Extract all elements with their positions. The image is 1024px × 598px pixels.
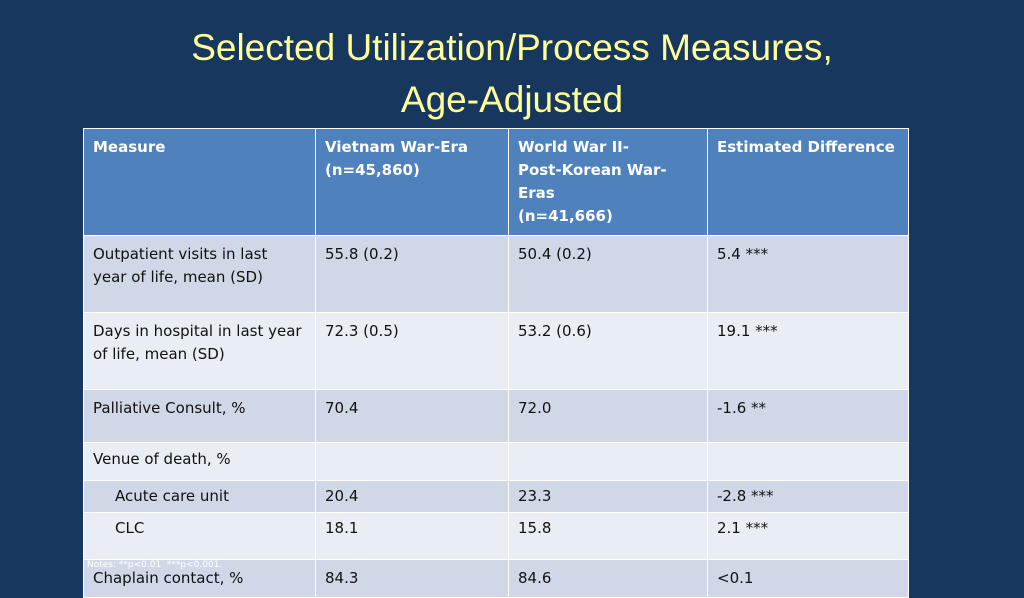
header-wwii-post-korean-war-eras: World War II- Post-Korean War-Eras (n=41,666) — [509, 129, 708, 236]
measures-table — [83, 128, 909, 598]
cell-difference — [708, 443, 909, 481]
cell-wwii: 23.3 — [509, 481, 708, 513]
cell-vietnam: 18.1 — [316, 513, 509, 560]
header-measure: Measure — [84, 129, 316, 236]
cell-difference: 19.1 *** — [708, 313, 909, 390]
cell-difference: 2.1 *** — [708, 513, 909, 560]
cell-wwii: 84.6 — [509, 560, 708, 598]
header-estimated-difference: Estimated Difference — [708, 129, 909, 236]
table-row-outpatient-visits — [84, 236, 909, 313]
cell-wwii: 72.0 — [509, 390, 708, 443]
cell-vietnam — [316, 443, 509, 481]
header-vietnam-war-era: Vietnam War-Era (n=45,860) — [316, 129, 509, 236]
cell-measure: Days in hospital in last year of life, mean (SD) — [84, 313, 316, 390]
cell-measure: Palliative Consult, % — [84, 390, 316, 443]
slide-title-line-2: Age-Adjusted — [400, 79, 624, 120]
cell-vietnam: 55.8 (0.2) — [316, 236, 509, 313]
table-header-row — [84, 129, 909, 236]
table-row-acute-care-unit — [84, 481, 909, 513]
cell-wwii — [509, 443, 708, 481]
table-row-palliative-consult — [84, 390, 909, 443]
cell-measure: Venue of death, % — [84, 443, 316, 481]
cell-difference: -1.6 ** — [708, 390, 909, 443]
cell-vietnam: 70.4 — [316, 390, 509, 443]
cell-measure: Outpatient visits in last year of life, mean (SD) — [84, 236, 316, 313]
cell-difference: <0.1 — [708, 560, 909, 598]
cell-wwii: 15.8 — [509, 513, 708, 560]
cell-vietnam: 20.4 — [316, 481, 509, 513]
footnote-notes: Notes: **p<0.01 ***p<0.001. — [87, 560, 223, 570]
slide-title-line-1: Selected Utilization/Process Measures, — [191, 27, 833, 68]
cell-difference: -2.8 *** — [708, 481, 909, 513]
cell-wwii: 50.4 (0.2) — [509, 236, 708, 313]
cell-measure: Acute care unit — [84, 481, 316, 513]
table-row-venue-of-death — [84, 443, 909, 481]
cell-wwii: 53.2 (0.6) — [509, 313, 708, 390]
cell-measure: CLC — [84, 513, 316, 560]
cell-difference: 5.4 *** — [708, 236, 909, 313]
table-row-days-in-hospital — [84, 313, 909, 390]
table-row-clc — [84, 513, 909, 560]
slide-title — [0, 22, 1024, 126]
cell-vietnam: 72.3 (0.5) — [316, 313, 509, 390]
cell-vietnam: 84.3 — [316, 560, 509, 598]
cell-measure: Chaplain contact, % — [84, 560, 316, 598]
